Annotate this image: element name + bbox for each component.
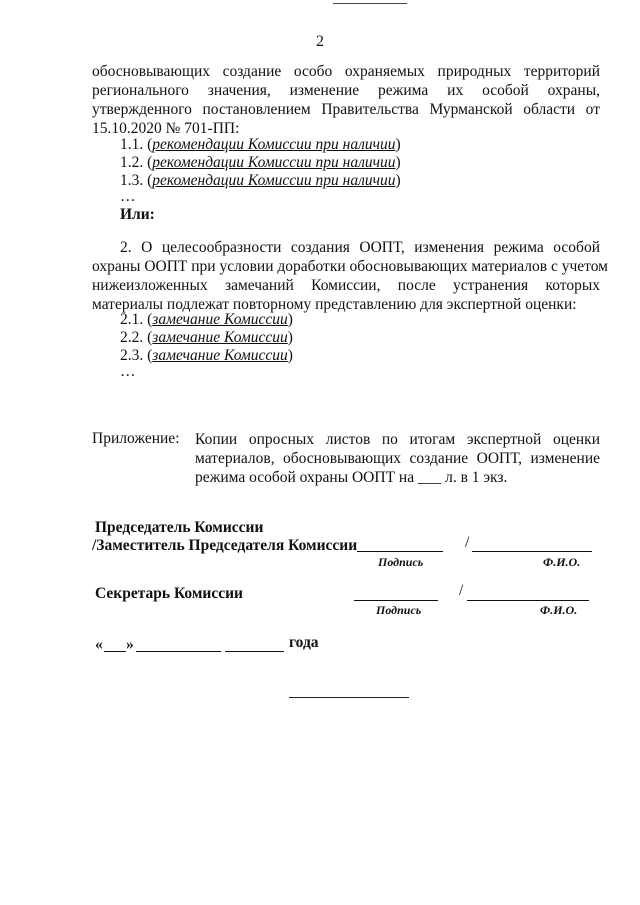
intro-line: регионального значения, изменение режима их особой охраны,	[92, 82, 600, 99]
remark-text: замечание Комиссии	[152, 347, 288, 364]
date-month-line	[136, 651, 221, 652]
para2-line: материалы подлежат повторному представлению для экспертной оценки:	[92, 296, 577, 313]
slash: /	[459, 582, 464, 599]
attachment-label: Приложение:	[92, 430, 180, 447]
paren-open: (	[143, 154, 153, 171]
remark-text: замечание Комиссии	[152, 329, 288, 346]
date-close-quote: »	[126, 636, 134, 653]
name-caption: Ф.И.О.	[540, 603, 578, 617]
chair-name-line	[472, 551, 592, 552]
recommendation-text: рекомендации Комиссии при наличии	[152, 172, 396, 189]
recommendation-text: рекомендации Комиссии при наличии	[152, 136, 396, 153]
item-number: 2.1.	[120, 311, 144, 328]
item-number: 1.3.	[120, 172, 144, 189]
chair-title: Председатель Комиссии	[95, 519, 264, 536]
secretary-name-line	[467, 600, 589, 601]
item-number: 2.2.	[120, 329, 144, 346]
chair-signature-line	[357, 551, 443, 552]
paren-close: )	[395, 136, 401, 153]
paragraph-2	[92, 238, 608, 314]
attachment-text	[195, 430, 600, 487]
attachment-line: Копии опросных листов по итогам экспертной оценки	[195, 431, 600, 448]
recommendation-item	[120, 135, 401, 154]
attachment-line: режима особой охраны ООПТ на ___ л. в 1 экз.	[195, 469, 508, 486]
paren-close: )	[287, 347, 293, 364]
intro-paragraph	[92, 62, 600, 138]
intro-line: обосновывающих создание особо охраняемых природных территорий	[92, 63, 600, 80]
para2-line: нижеизложенных замечаний Комиссии, после устранения которых	[92, 277, 600, 294]
paren-close: )	[395, 154, 401, 171]
date-open-quote: «	[95, 636, 103, 653]
recommendation-text: рекомендации Комиссии при наличии	[152, 154, 396, 171]
top-divider-line	[333, 3, 407, 4]
date-day-line	[104, 651, 126, 652]
remark-item	[120, 346, 293, 365]
paren-open: (	[143, 311, 153, 328]
paren-open: (	[143, 347, 153, 364]
year-word: года	[289, 634, 319, 651]
or-label: Или:	[120, 206, 155, 223]
paren-open: (	[143, 329, 153, 346]
paren-open: (	[143, 172, 153, 189]
remark-item	[120, 310, 293, 329]
bottom-divider-line	[289, 697, 409, 698]
intro-line: 15.10.2020 № 701-ПП:	[92, 120, 240, 137]
page-number: 2	[316, 33, 324, 50]
ellipsis: …	[120, 363, 136, 380]
signature-caption: Подпись	[378, 555, 424, 569]
deputy-chair-title: /Заместитель Председателя Комиссии	[92, 537, 358, 554]
paren-close: )	[287, 329, 293, 346]
paren-open: (	[143, 136, 153, 153]
item-number: 1.1.	[120, 136, 144, 153]
name-caption: Ф.И.О.	[543, 555, 581, 569]
para2-line: охраны ООПТ при условии доработки обосновывающих материалов с учетом	[92, 258, 608, 275]
para2-line: 2. О целесообразности создания ООПТ, изменения режима особой	[120, 239, 600, 256]
date-year-line	[225, 651, 284, 652]
paren-close: )	[395, 172, 401, 189]
remark-text: замечание Комиссии	[152, 311, 288, 328]
recommendation-item	[120, 171, 401, 190]
recommendation-item	[120, 153, 401, 172]
signature-caption: Подпись	[376, 603, 422, 617]
slash: /	[465, 534, 470, 551]
remark-item	[120, 328, 293, 347]
paren-close: )	[287, 311, 293, 328]
attachment-line: материалов, обосновывающих создание ООПТ, изменение	[195, 450, 600, 467]
item-number: 1.2.	[120, 154, 144, 171]
item-number: 2.3.	[120, 347, 144, 364]
secretary-signature-line	[354, 600, 438, 601]
secretary-title: Секретарь Комиссии	[95, 585, 243, 602]
ellipsis: …	[120, 188, 136, 205]
intro-line: утвержденного постановлением Правительства Мурманской области от	[92, 101, 600, 118]
